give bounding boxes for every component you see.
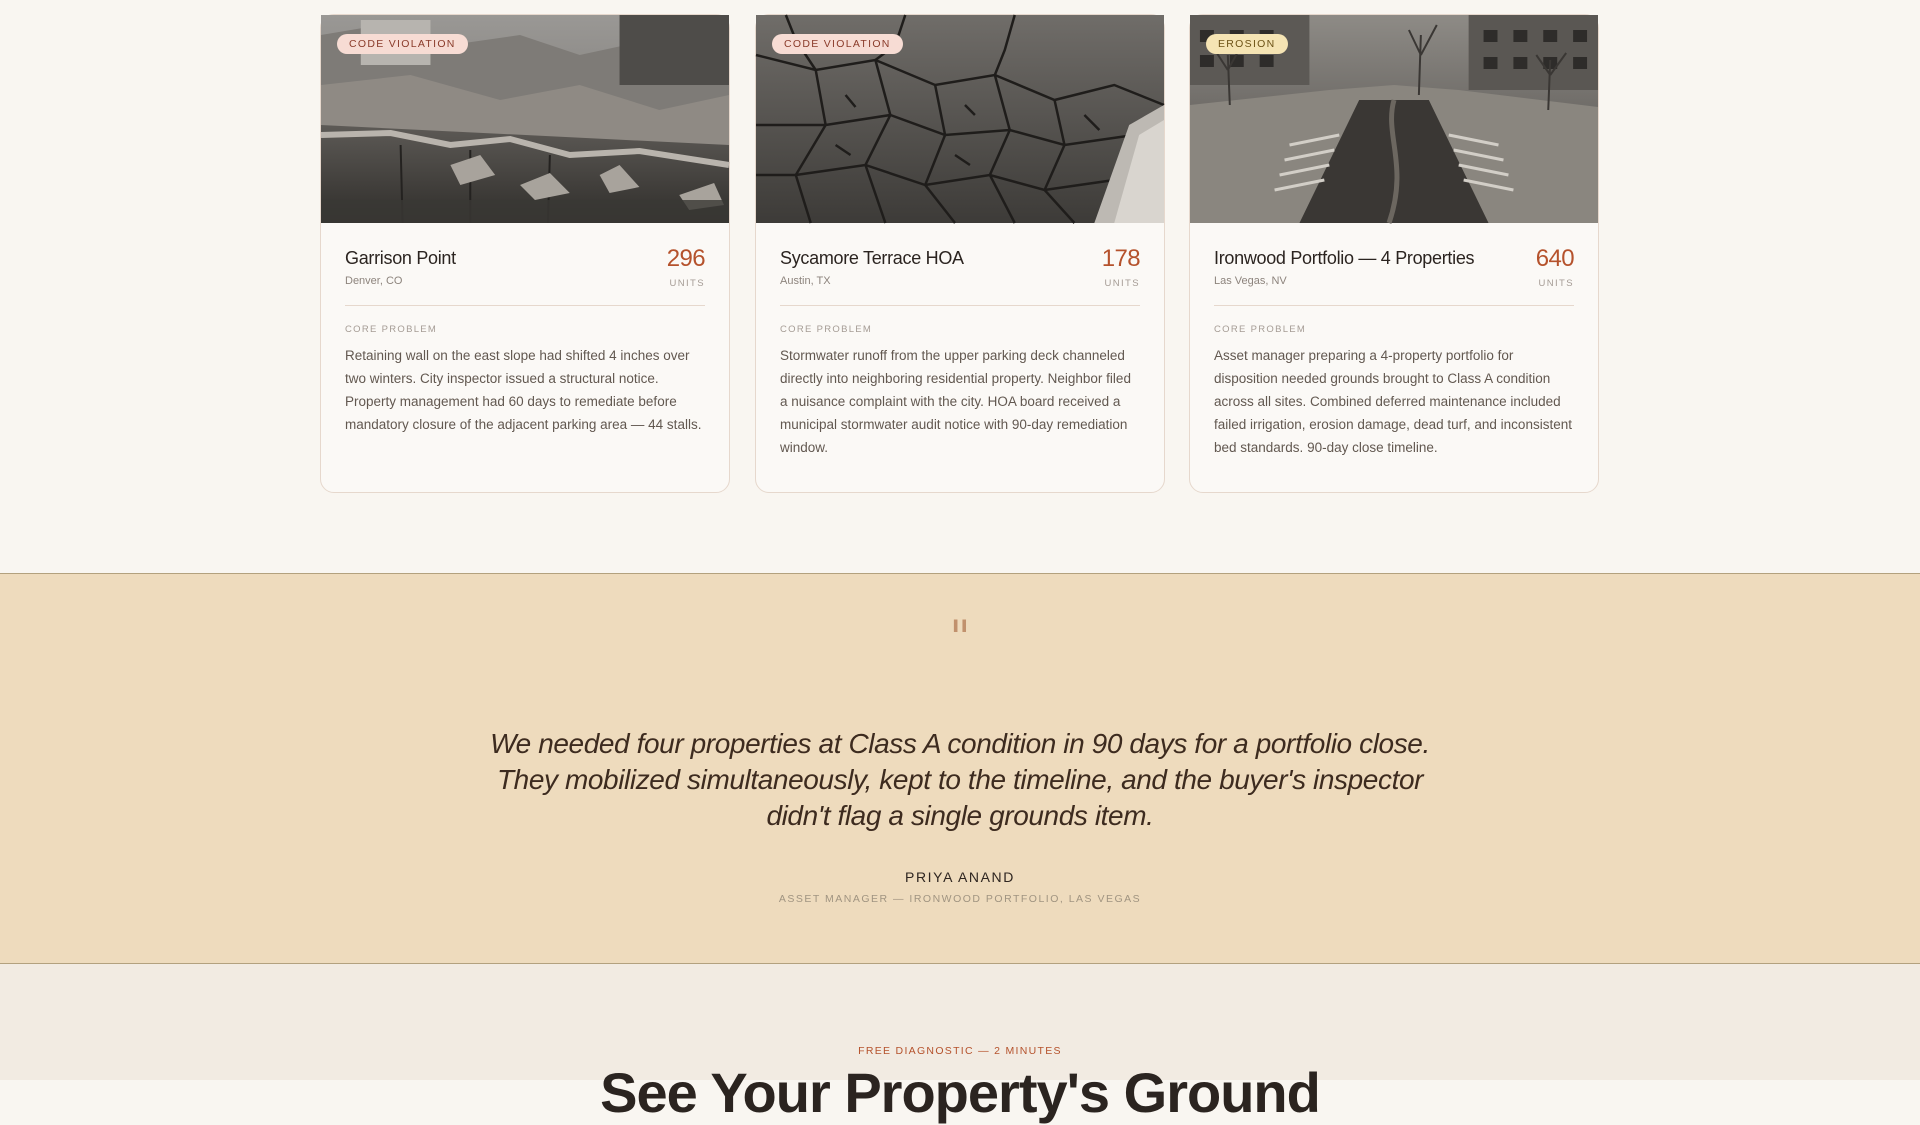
case-tag: CODE VIOLATION (337, 34, 468, 54)
case-property-name: Garrison Point (345, 248, 456, 268)
testimonial-quote: We needed four properties at Class A condition in 90 days for a portfolio close. They mobilized simultaneously, kept to the timeline, and the buyer's inspector didn't flag a single grounds item. (490, 728, 1430, 831)
case-units-count: 178 (1101, 245, 1140, 272)
case-tag: CODE VIOLATION (772, 34, 903, 54)
case-units-label: UNITS (669, 278, 705, 289)
core-problem-text: Asset manager preparing a 4-property portfolio for disposition needed grounds brought to Class A condition across all sites. Combined deferred maintenance included failed irrigation, erosion damage, dead turf, and inconsistent bed standards. 90-day close timeline. (1214, 348, 1572, 455)
case-photo-cracked-asphalt (756, 15, 1164, 223)
case-card-garrison-point[interactable] (320, 14, 730, 493)
testimonial-section (0, 573, 1920, 964)
cta-eyebrow: FREE DIAGNOSTIC — 2 MINUTES (858, 1045, 1062, 1057)
case-location: Austin, TX (780, 275, 831, 287)
cta-title: See Your Property's Ground (600, 1061, 1320, 1124)
testimonial-author: PRIYA ANAND (905, 869, 1015, 885)
case-units-count: 640 (1535, 245, 1574, 272)
case-tag: EROSION (1206, 34, 1288, 54)
core-problem-label: CORE PROBLEM (345, 324, 438, 335)
case-units-label: UNITS (1538, 278, 1574, 289)
case-property-name: Ironwood Portfolio — 4 Properties (1214, 248, 1475, 268)
case-location: Las Vegas, NV (1214, 275, 1287, 287)
case-property-name: Sycamore Terrace HOA (780, 248, 964, 268)
case-units-count: 296 (666, 245, 705, 272)
core-problem-text: Stormwater runoff from the upper parking deck channeled directly into neighboring residential property. Neighbor filed a nuisance complaint with the city. HOA board received a municipal stormwater audit notice with 90-day remediation window. (780, 348, 1131, 455)
case-photo-retaining-wall (321, 15, 729, 223)
core-problem-text: Retaining wall on the east slope had shifted 4 inches over two winters. City inspector issued a structural notice. Property management had 60 days to remediate before mandatory closure of the adjacent parking area — 44 stalls. (345, 348, 702, 432)
case-card-sycamore-terrace[interactable] (755, 14, 1165, 493)
core-problem-label: CORE PROBLEM (1214, 324, 1307, 335)
quote-mark-icon: " (949, 610, 971, 664)
diagnostic-cta-section (0, 964, 1920, 1124)
testimonial-author-role: ASSET MANAGER — IRONWOOD PORTFOLIO, LAS VEGAS (778, 893, 1142, 905)
case-units-label: UNITS (1104, 278, 1140, 289)
core-problem-label: CORE PROBLEM (780, 324, 873, 335)
case-card-ironwood-portfolio[interactable] (1189, 14, 1599, 493)
case-location: Denver, CO (345, 275, 403, 287)
case-photo-eroded-courtyard (1190, 15, 1598, 223)
